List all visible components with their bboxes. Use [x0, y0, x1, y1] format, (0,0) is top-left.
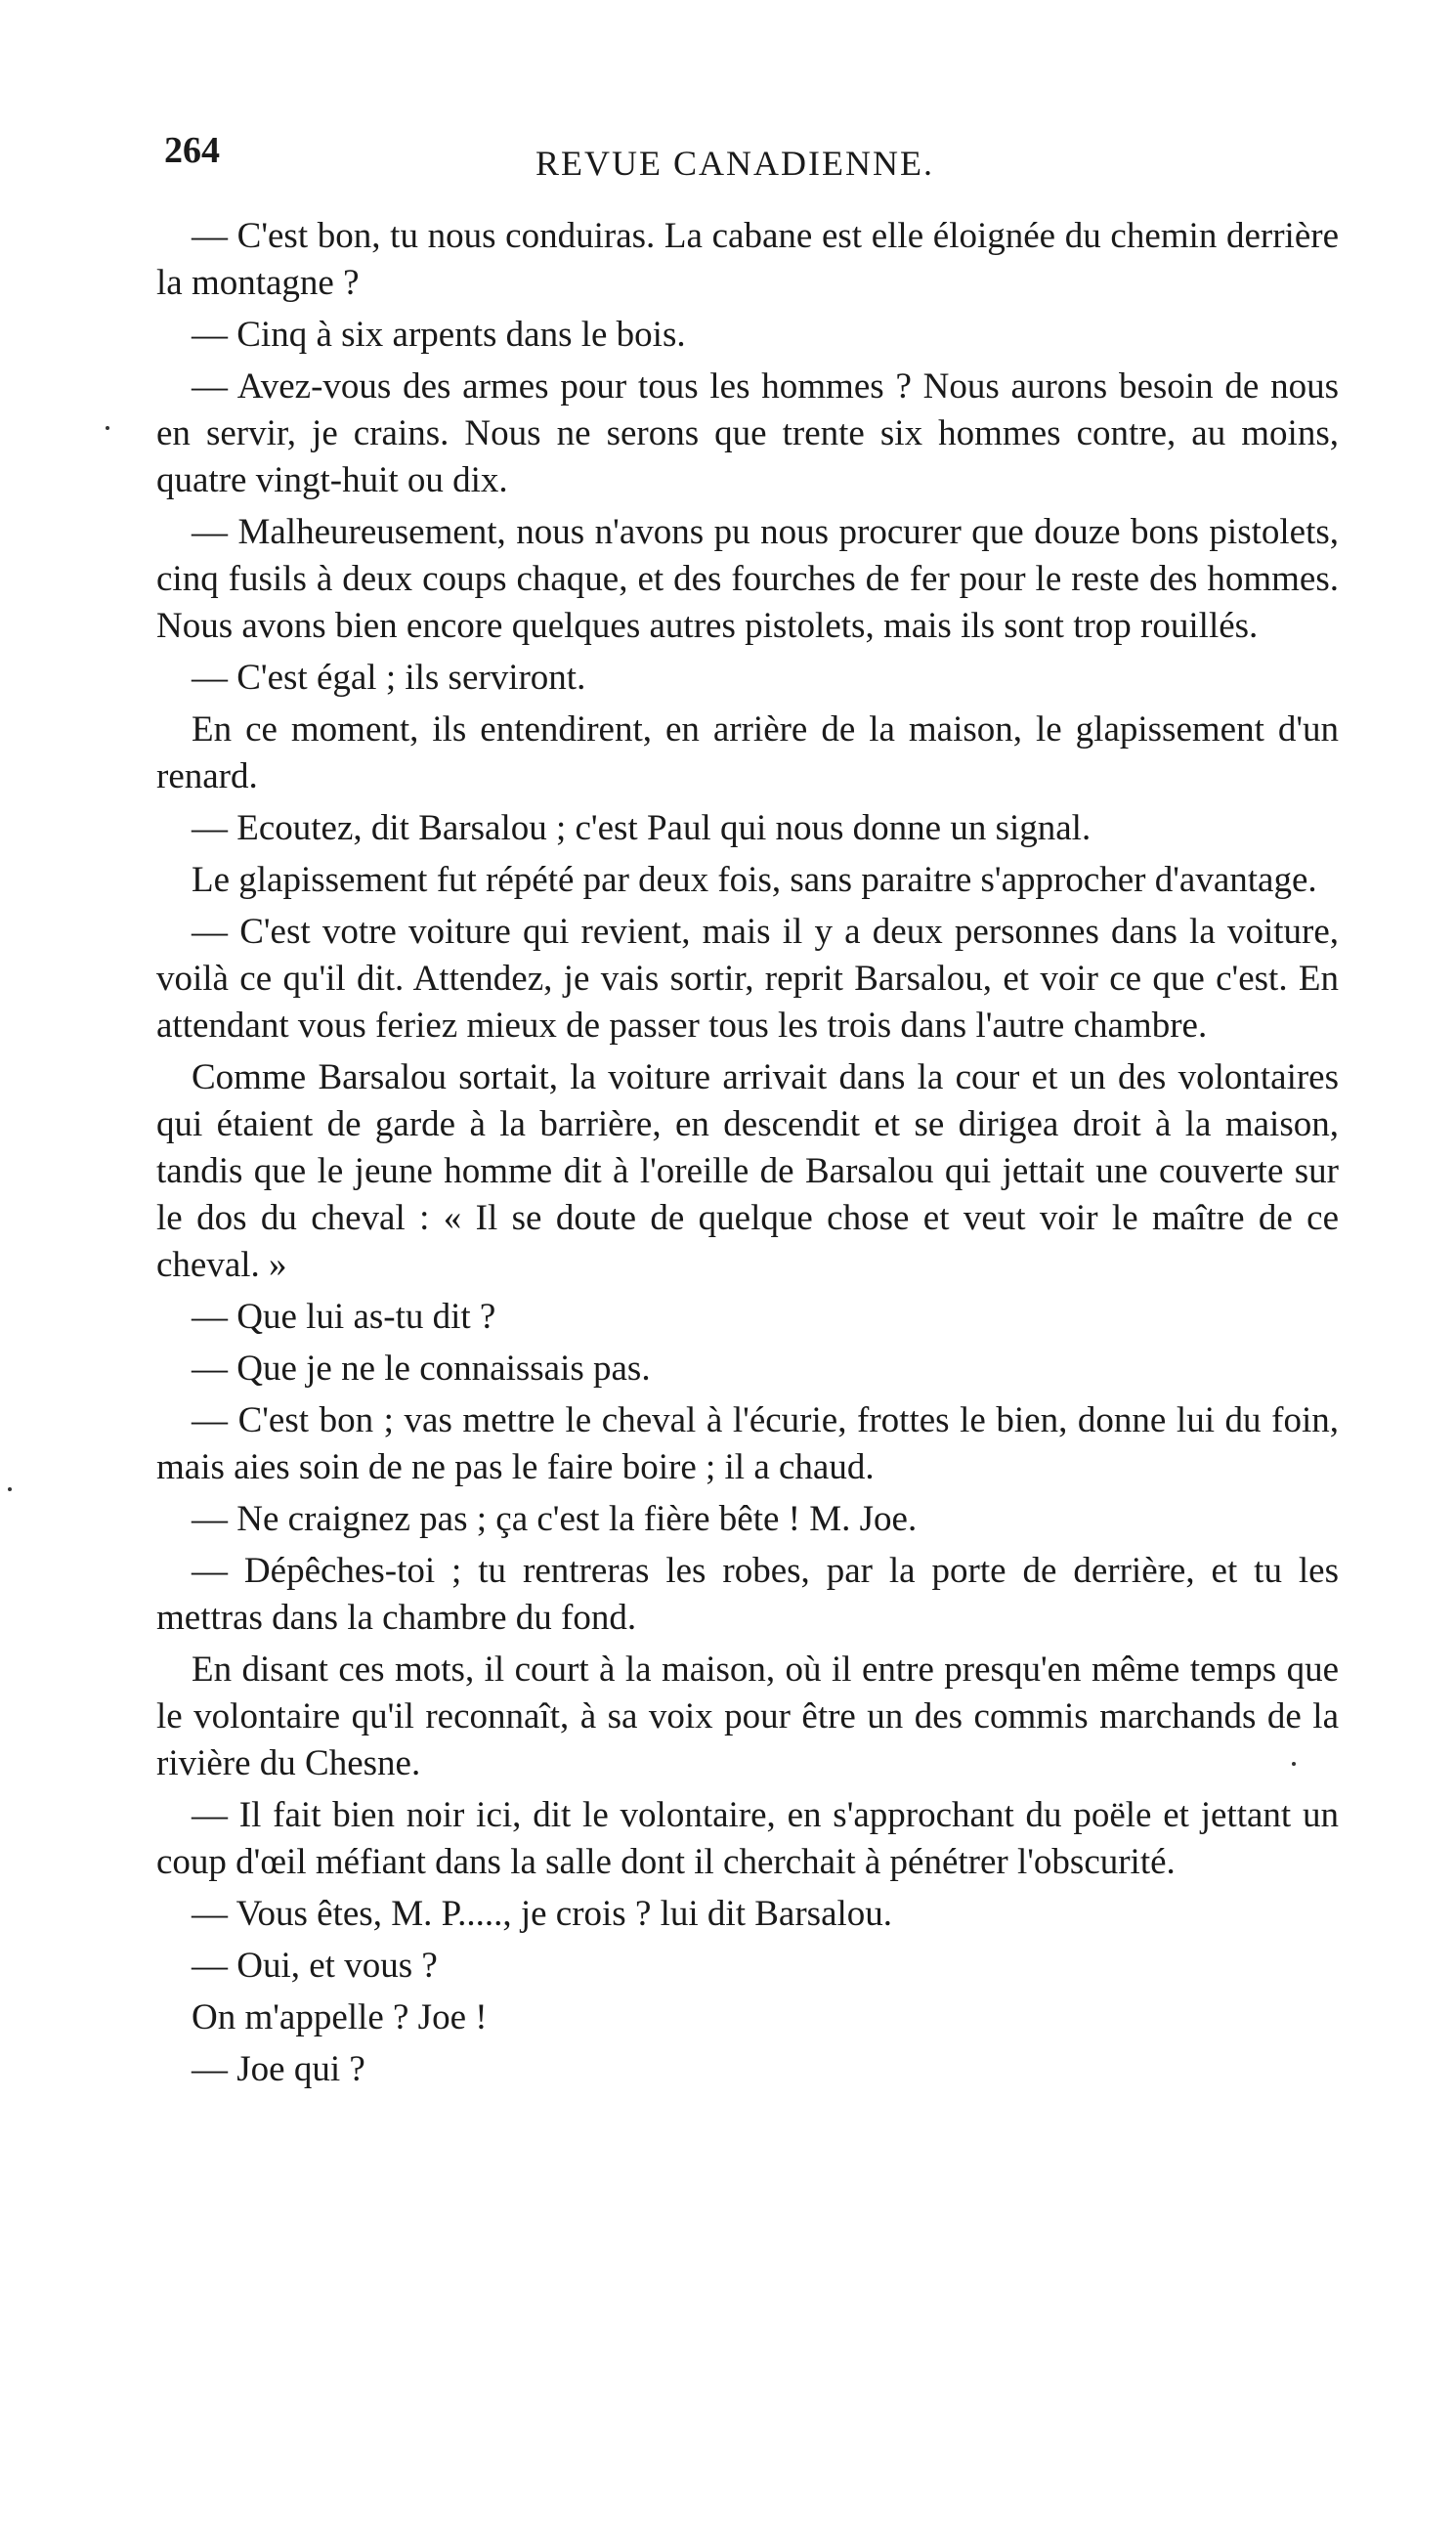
paragraph: Le glapissement fut répété par deux fois, sans paraitre s'approcher d'avantage.	[192, 860, 1317, 900]
paragraph: — Ne craignez pas ; ça c'est la fière bête ! M. Joe.	[192, 1499, 918, 1539]
paragraph: — Il fait bien noir ici, dit le volontaire, en s'approchant du poële et jettant un coup d'œil méfiant dans la salle dont il cherchait à pénétrer l'obscurité.	[156, 1795, 1339, 1882]
body-text	[156, 213, 1339, 2098]
paragraph: — Dépêches-toi ; tu rentreras les robes, par la porte de derrière, et tu les mettras dans la chambre du fond.	[156, 1551, 1339, 1638]
paragraph: En ce moment, ils entendirent, en arrière de la maison, le glapissement d'un renard.	[156, 709, 1339, 796]
paragraph: — C'est votre voiture qui revient, mais il y a deux personnes dans la voiture, voilà ce qu'il dit. Attendez, je vais sortir, reprit Barsalou, et voir ce que c'est. En attendant vous feriez mieux de passer tous les trois dans l'autre chambre.	[156, 912, 1339, 1046]
paragraph: On m'appelle ? Joe !	[192, 1997, 488, 2037]
paragraph: — Malheureusement, nous n'avons pu nous procurer que douze bons pistolets, cinq fusils à deux coups chaque, et des fourches de fer pour le reste des hommes. Nous avons bien encore quelques autres pistolets, mais ils sont trop rouillés.	[156, 512, 1339, 646]
paragraph: — Que lui as-tu dit ?	[192, 1297, 496, 1337]
paragraph: — Joe qui ?	[192, 2049, 365, 2089]
paragraph: Comme Barsalou sortait, la voiture arrivait dans la cour et un des volontaires qui étaient de garde à la barrière, en descendit et se dirigea droit à la maison, tandis que le jeune homme dit à l'oreille de Barsalou qui jettait une couverte sur le dos du cheval : « Il se doute de quelque chose et veut voir le maître de ce cheval. »	[156, 1057, 1339, 1285]
paragraph: — C'est bon ; vas mettre le cheval à l'écurie, frottes le bien, donne lui du foin, mais aies soin de ne pas le faire boire ; il a chaud.	[156, 1400, 1339, 1487]
paragraph: — Cinq à six arpents dans le bois.	[192, 315, 686, 355]
print-speck	[8, 1487, 12, 1491]
paragraph: En disant ces mots, il court à la maison, où il entre presqu'en même temps que le volontaire qu'il reconnaît, à sa voix pour être un des commis marchands de la rivière du Chesne.	[156, 1650, 1339, 1783]
page-number: 264	[164, 130, 220, 171]
print-speck	[1292, 1762, 1296, 1766]
paragraph: — Oui, et vous ?	[192, 1946, 438, 1986]
paragraph: — Que je ne le connaissais pas.	[192, 1349, 651, 1389]
paragraph: — Vous êtes, M. P....., je crois ? lui dit Barsalou.	[192, 1894, 893, 1934]
paragraph: — C'est bon, tu nous conduiras. La cabane est elle éloignée du chemin derrière la montagne ?	[156, 216, 1339, 303]
paragraph: — C'est égal ; ils serviront.	[192, 658, 586, 698]
paragraph: — Avez-vous des armes pour tous les hommes ? Nous aurons besoin de nous en servir, je crains. Nous ne serons que trente six hommes contre, au moins, quatre vingt-huit ou dix.	[156, 366, 1339, 500]
print-speck	[106, 426, 109, 430]
running-head: REVUE CANADIENNE.	[535, 144, 934, 183]
paragraph: — Ecoutez, dit Barsalou ; c'est Paul qui nous donne un signal.	[192, 808, 1092, 848]
page-header	[164, 129, 995, 188]
